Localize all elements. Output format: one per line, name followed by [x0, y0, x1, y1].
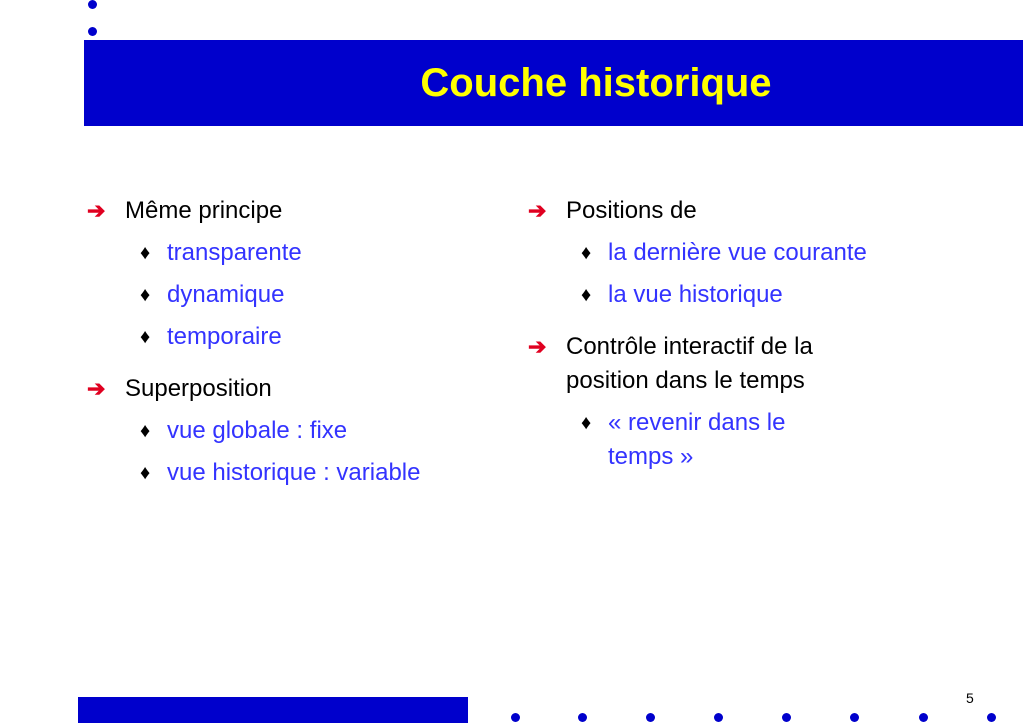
- sub-bullet-item: [87, 456, 507, 490]
- bullet-text: Contrôle interactif de la position dans le temps: [566, 333, 813, 394]
- diamond-icon: ♦: [581, 412, 592, 434]
- diamond-icon: ♦: [140, 420, 151, 442]
- bullet-group-superposition: [87, 372, 507, 490]
- sub-bullet-text: transparente: [167, 239, 302, 266]
- diamond-icon: ♦: [581, 242, 592, 264]
- decor-dot-footer-8: [987, 713, 996, 722]
- decor-dot-footer-6: [850, 713, 859, 722]
- diamond-icon: ♦: [140, 242, 151, 264]
- arrow-right-icon: ➔: [87, 376, 106, 401]
- sub-bullet-text: « revenir dans le temps »: [608, 409, 786, 470]
- decor-dot-footer-7: [919, 713, 928, 722]
- sub-bullet-item: [87, 278, 507, 312]
- sub-bullet-item: [528, 236, 1008, 270]
- decor-dot-footer-1: [511, 713, 520, 722]
- arrow-right-icon: ➔: [528, 334, 547, 359]
- bullet-item: [87, 194, 507, 228]
- sub-bullet-item: [87, 320, 507, 354]
- left-column: [87, 192, 507, 490]
- diamond-icon: ♦: [140, 326, 151, 348]
- bullet-group-positions: [528, 194, 1008, 312]
- bullet-group-meme-principe: [87, 194, 507, 354]
- arrow-right-icon: ➔: [87, 198, 106, 223]
- sub-bullet-item: [87, 236, 507, 270]
- decor-dot-top-2: [88, 27, 97, 36]
- sub-bullet-text: la vue historique: [608, 281, 783, 308]
- diamond-icon: ♦: [140, 462, 151, 484]
- bullet-item: [528, 194, 1008, 228]
- sub-bullet-item: [528, 278, 1008, 312]
- right-column: [528, 192, 1008, 474]
- bullet-item: [87, 372, 507, 406]
- sub-bullet-text: vue globale : fixe: [167, 417, 348, 444]
- sub-bullet-text: temporaire: [167, 323, 282, 350]
- slide-title: Couche historique: [420, 61, 772, 105]
- diamond-icon: ♦: [140, 284, 151, 306]
- decor-dot-footer-5: [782, 713, 791, 722]
- sub-bullet-item: [87, 414, 507, 448]
- bullet-text: Même principe: [125, 197, 283, 224]
- title-banner: [84, 40, 1023, 126]
- decor-dot-footer-3: [646, 713, 655, 722]
- page-number: 5: [966, 690, 974, 706]
- diamond-icon: ♦: [581, 284, 592, 306]
- decor-dot-footer-4: [714, 713, 723, 722]
- sub-bullet-text: la dernière vue courante: [608, 239, 867, 266]
- sub-bullet-text: vue historique : variable: [167, 459, 421, 486]
- sub-bullet-text: dynamique: [167, 281, 285, 308]
- decor-dot-footer-2: [578, 713, 587, 722]
- arrow-right-icon: ➔: [528, 198, 547, 223]
- bullet-group-controle: [528, 330, 1008, 474]
- decor-dot-top-1: [88, 0, 97, 9]
- bullet-text: Superposition: [125, 375, 272, 402]
- sub-bullet-item: [528, 406, 838, 474]
- footer-banner: [78, 697, 468, 723]
- bullet-text: Positions de: [566, 197, 697, 224]
- bullet-item: [528, 330, 876, 398]
